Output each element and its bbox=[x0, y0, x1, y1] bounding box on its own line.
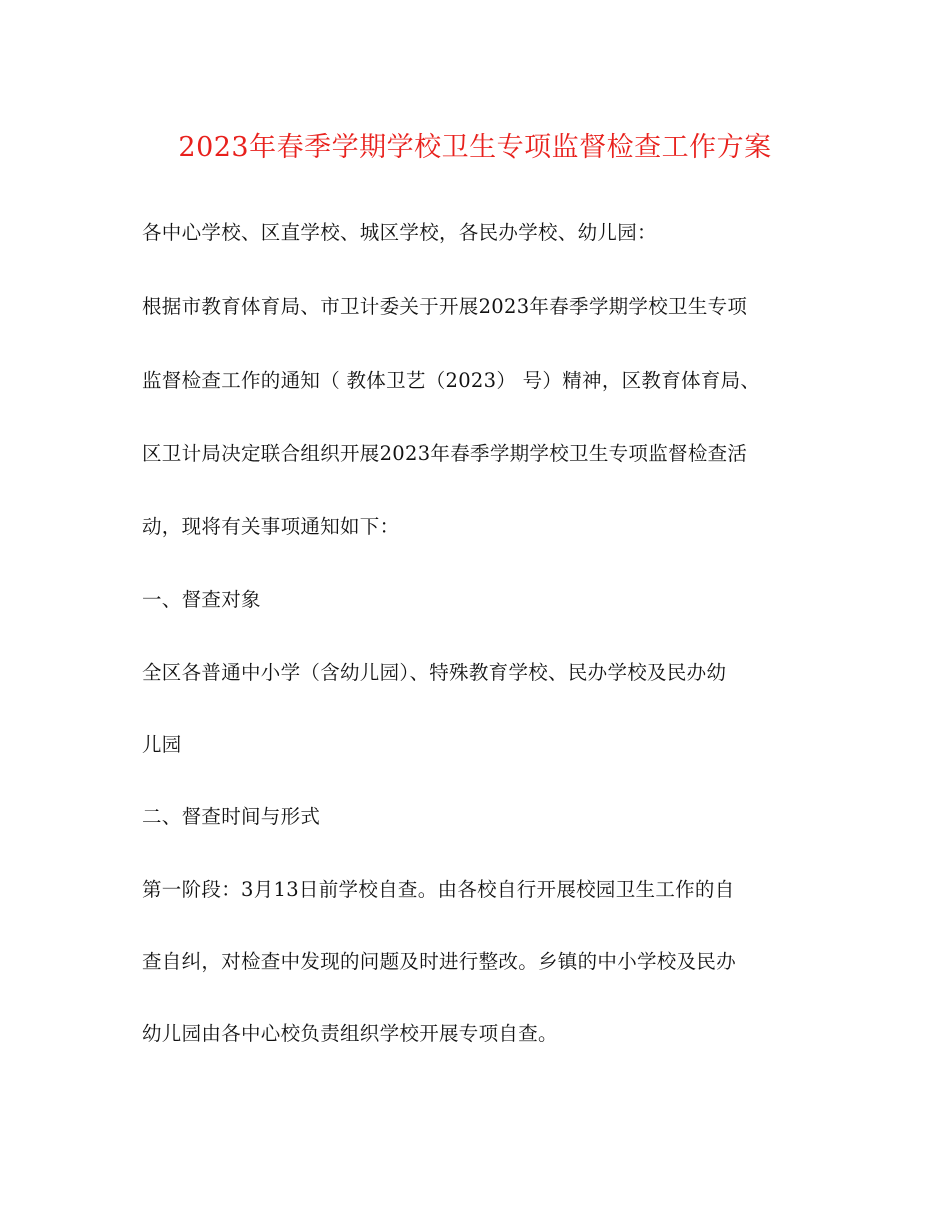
section-heading: 二、督查时间与形式 bbox=[142, 805, 321, 828]
paragraph-line: 根据市教育体育局、市卫计委关于开展2023年春季学期学校卫生专项 bbox=[142, 295, 748, 318]
paragraph-line: 监督检查工作的通知（ 教体卫艺（2023） 号）精神，区教育体育局、 bbox=[142, 369, 761, 392]
document-title: 2023年春季学期学校卫生专项监督检查工作方案 bbox=[178, 132, 772, 163]
paragraph-line: 幼儿园由各中心校负责组织学校开展专项自查。 bbox=[142, 1022, 558, 1045]
paragraph-line: 全区各普通中小学（含幼儿园）、特殊教育学校、民办学校及民办幼 bbox=[142, 661, 727, 684]
paragraph-line: 查自纠，对检查中发现的问题及时进行整改。乡镇的中小学校及民办 bbox=[142, 950, 737, 973]
paragraph-line: 第一阶段：3月13日前学校自查。由各校自行开展校园卫生工作的自 bbox=[142, 878, 735, 901]
salutation-line: 各中心学校、区直学校、城区学校，各民办学校、幼儿园： bbox=[142, 221, 657, 244]
section-heading: 一、督查对象 bbox=[142, 588, 261, 611]
paragraph-line: 区卫计局决定联合组织开展2023年春季学期学校卫生专项监督检查活 bbox=[142, 442, 748, 465]
paragraph-line: 儿园 bbox=[142, 733, 182, 756]
paragraph-line: 动，现将有关事项通知如下： bbox=[142, 515, 400, 538]
